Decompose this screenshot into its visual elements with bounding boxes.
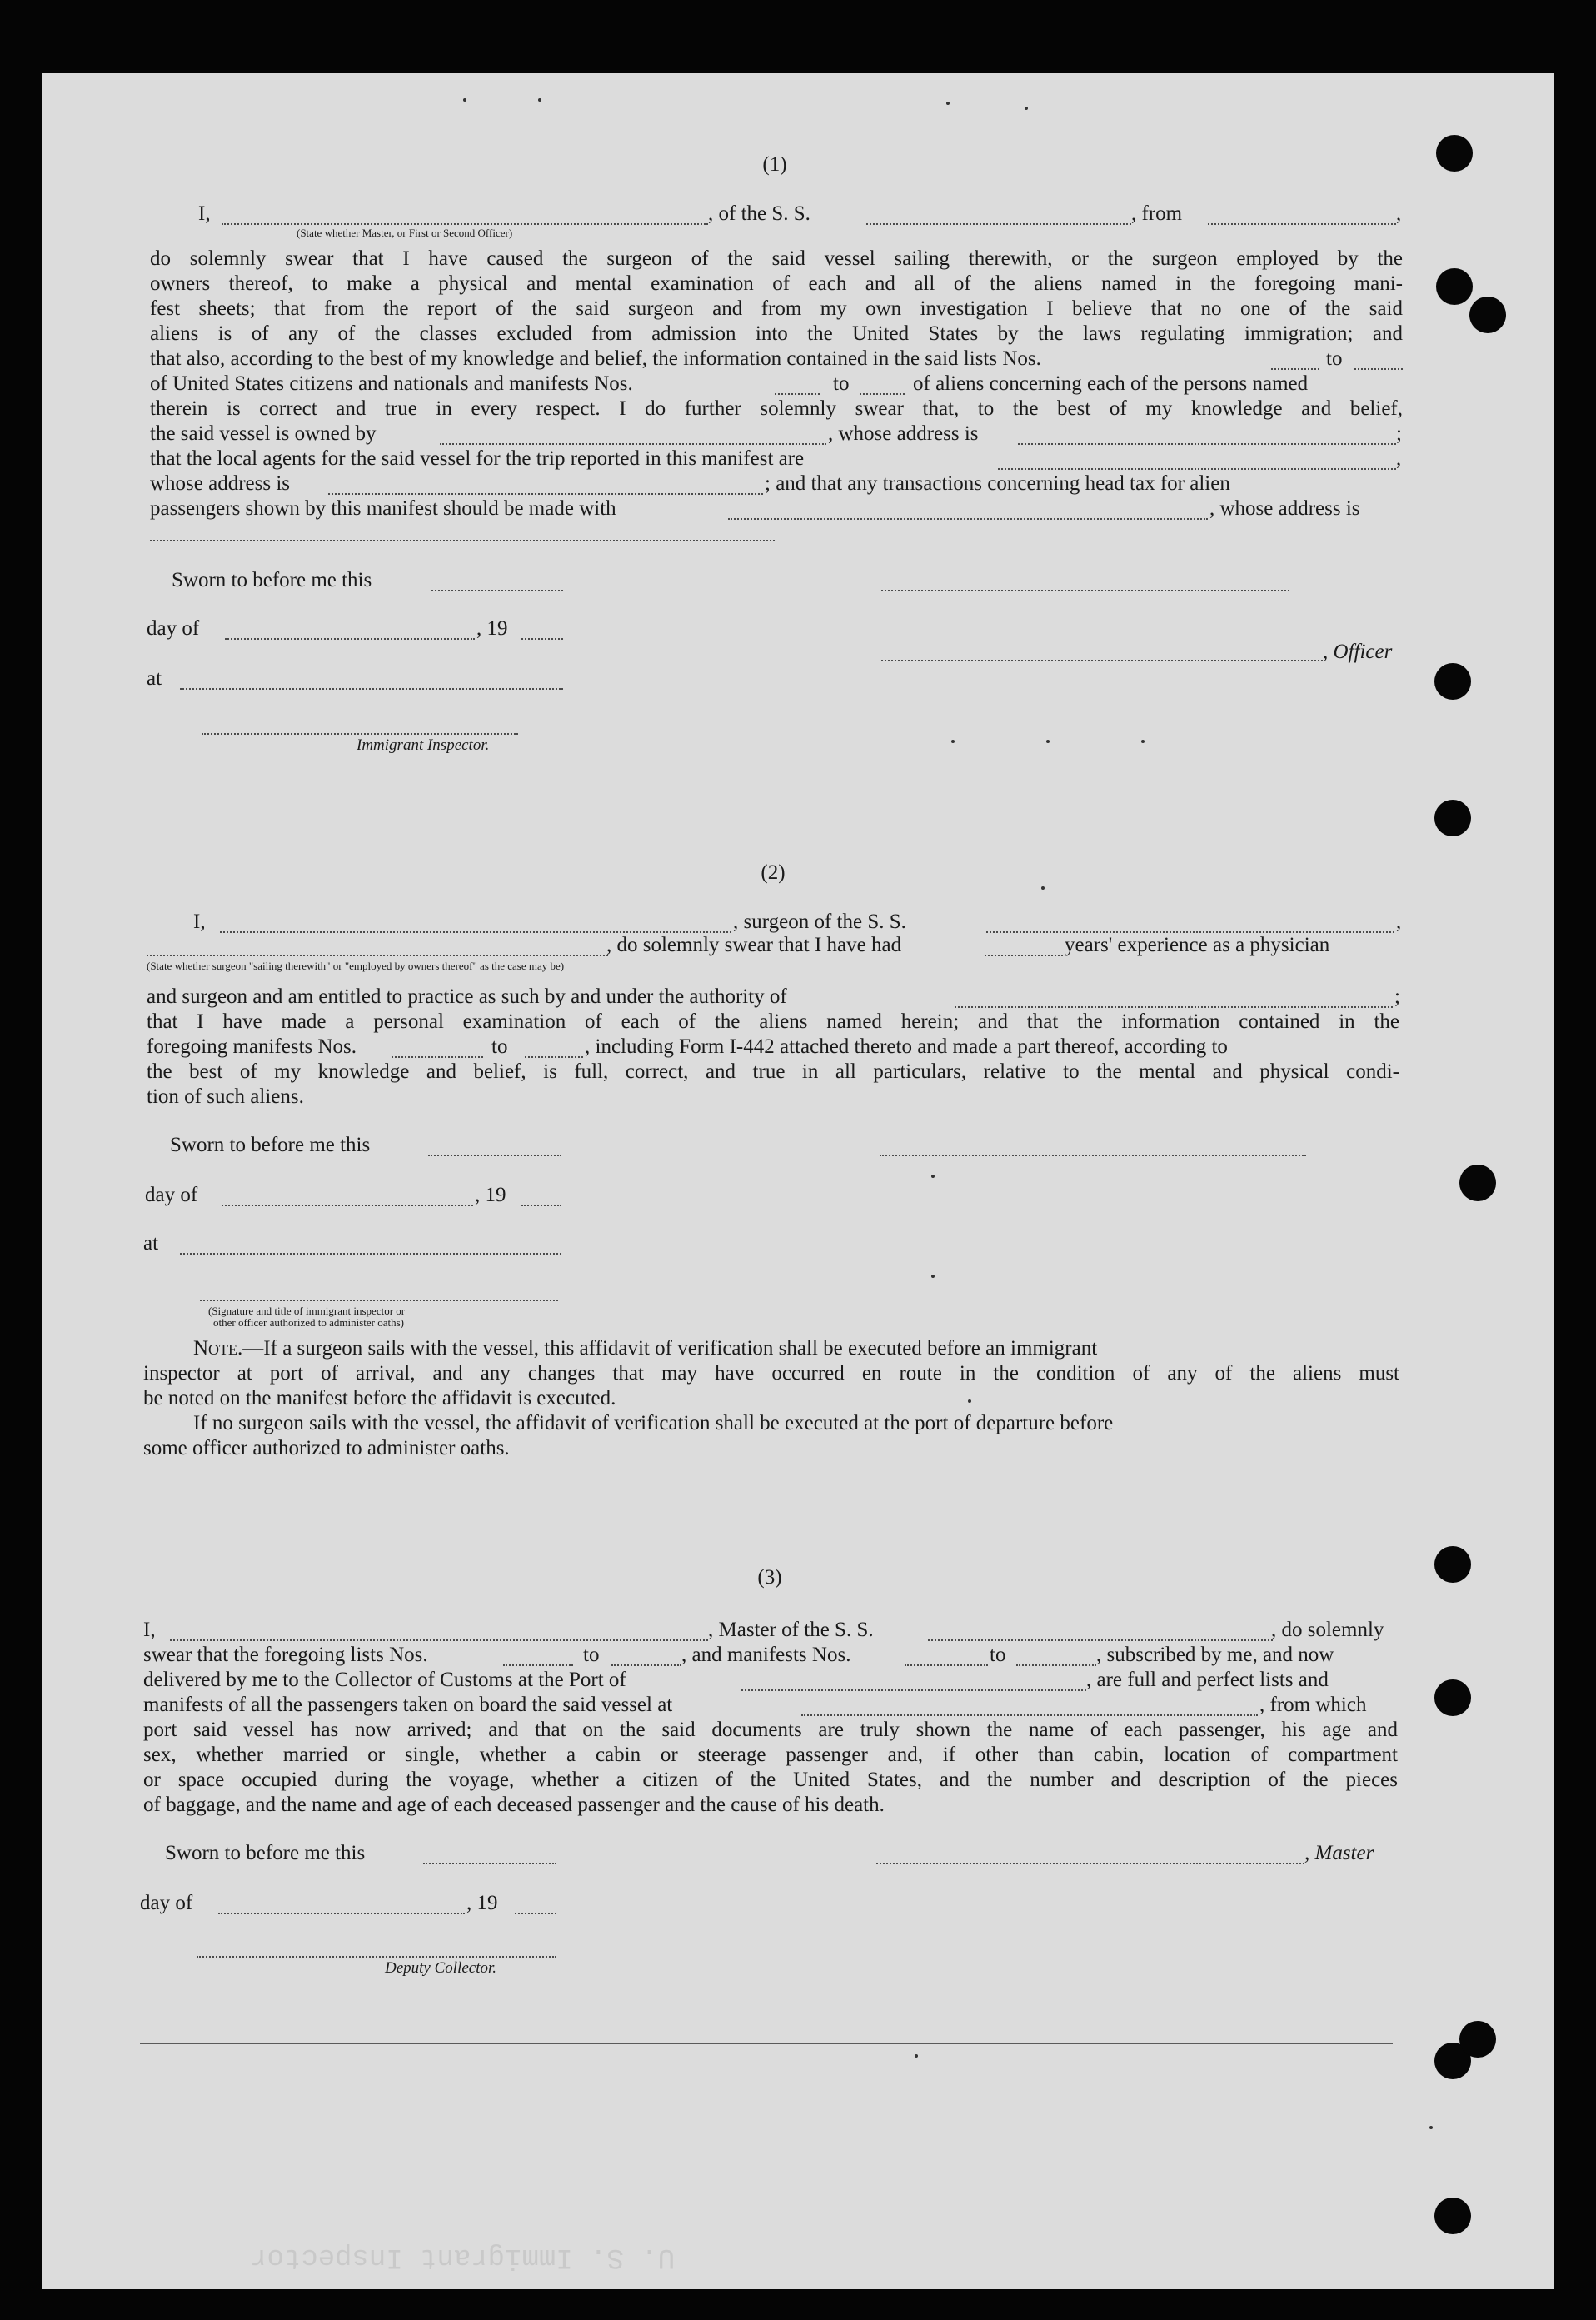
s3-manifests-label: , and manifests Nos. [681,1644,851,1666]
s1-sworn-day-blank[interactable] [431,590,563,591]
s3-master-label: , Master of the S. S. [708,1619,874,1641]
ghost-stamp-text: U. S. Immigrant Inspector [250,2241,676,2273]
surgeon-note: (State whether surgeon "sailing therewith" or "employed by owners thereof" as the case may be) [147,960,565,972]
s2-form-text: , including Form I-442 attached thereto and made a part thereof, according to [585,1035,1228,1058]
punch-hole [1434,663,1471,700]
departure-port-blank[interactable] [1208,223,1396,225]
s2-inspector-signature-blank[interactable] [200,1300,558,1301]
s2-sworn-day-blank[interactable] [428,1155,561,1156]
s3-solemnly-label: , do solemnly [1271,1619,1384,1641]
s2-para-line: the best of my knowledge and belief, is full, correct, and true in all particulars, relative to the mental and physical condi- [147,1060,1399,1083]
section-3-heading: (3) [757,1566,782,1589]
speck [1046,740,1050,743]
officer-signature-blank[interactable] [881,660,1323,661]
s3-to-label: to [990,1644,1006,1666]
note-line: —If a surgeon sails with the vessel, this affidavit of verification shall be executed before an immigrant [242,1337,1098,1360]
s1-lists-text: that also, according to the best of my knowledge and belief, the information contained in the said lists Nos. [150,347,1041,370]
lists-from-blank[interactable] [1271,368,1319,370]
s3-lists-to-blank[interactable] [611,1664,681,1666]
s3-dayof-label: day of [140,1892,193,1914]
s1-year-blank[interactable] [521,638,563,640]
lists-to-blank[interactable] [1354,368,1403,370]
inspector-label: Immigrant Inspector. [357,736,490,754]
speck [915,2054,918,2058]
s1-para-line: owners thereof, to make a physical and mental examination of each and all of the aliens named in the foregoing mani- [150,272,1403,295]
s3-sworn-day-blank[interactable] [423,1863,556,1864]
surgeon-status-blank[interactable] [147,955,608,956]
owner-address-blank[interactable] [1018,443,1396,445]
s1-agent-address-label: whose address is [150,472,291,495]
punch-hole [1434,1546,1471,1583]
punch-hole [1459,2021,1496,2058]
s1-comma: , [1396,202,1402,225]
speck [1025,107,1028,110]
speck [1429,2126,1433,2129]
s1-manifests-text: of United States citizens and nationals and manifests Nos. [150,372,633,395]
note-paragraph [193,1336,1097,1361]
s2-para-line: that I have made a personal examination of each of the aliens named herein; and that the information contained in the [147,1010,1399,1033]
s2-comma: , [1396,911,1402,933]
s1-comma: , [1396,447,1402,470]
s1-at-label: at [147,667,162,690]
inspector-signature-blank[interactable] [202,733,518,735]
s1-headtax-text: ; and that any transactions concerning head tax for alien [765,472,1230,495]
s2-solemnly-text: , do solemnly swear that I have had [606,934,902,956]
embarkation-port-blank[interactable] [801,1714,1258,1716]
s1-para-line: do solemnly swear that I have caused the surgeon of the said vessel sailing therewith, or the surgeon employed by the [150,247,1403,270]
s1-address-label: , whose address is [1209,497,1360,520]
s3-to-label: to [583,1644,600,1666]
s2-i-label: I, [193,911,206,933]
punch-hole [1459,1165,1496,1201]
s2-month-blank[interactable] [222,1205,473,1206]
s1-address-label: , whose address is [828,422,979,445]
headtax-address-blank[interactable] [150,540,775,541]
years-experience-blank[interactable] [985,955,1063,956]
speck [968,1399,971,1403]
punch-hole [1436,135,1473,172]
s1-para-line: fest sheets; that from the report of the said surgeon and from my own investigation I believe that no one of the said [150,297,1403,320]
s1-of-ss-label: , of the S. S. [708,202,810,225]
collector-label: Deputy Collector. [385,1959,497,1977]
s3-para-line: port said vessel has now arrived; and that on the said documents are truly shown the name of each passenger, his age and [143,1719,1398,1741]
s3-lists-from-blank[interactable] [503,1664,573,1666]
s1-semicolon: ; [1396,422,1402,445]
s2-to-label: to [491,1035,508,1058]
s1-to-label: to [833,372,850,395]
s2-signature-note: other officer authorized to administer oaths) [213,1316,404,1329]
s1-dayof-label: day of [147,617,200,640]
bottom-rule [140,2043,1393,2044]
speck [463,98,466,102]
s2-semicolon: ; [1394,985,1400,1008]
s3-para-line: sex, whether married or single, whether a cabin or steerage passenger and, if other than cabin, location of compartment [143,1744,1398,1766]
master-name-blank[interactable] [222,223,708,225]
manifests-to-blank[interactable] [860,393,905,395]
s1-passengers-text: passengers shown by this manifest should be made with [150,497,616,520]
s2-surgeon-label: , surgeon of the S. S. [733,911,906,933]
punch-hole [1469,297,1506,333]
note-line: be noted on the manifest before the affidavit is executed. [143,1387,616,1409]
s1-sworn-label: Sworn to before me this [172,569,372,591]
s2-at-label: at [143,1232,159,1255]
s2-para-line: tion of such aliens. [147,1085,304,1108]
s3-fromwhich-text: , from which [1259,1694,1367,1716]
agent-address-blank[interactable] [328,493,763,495]
agents-blank[interactable] [998,468,1396,470]
note-label: Note. [193,1337,243,1360]
note-line: If no surgeon sails with the vessel, the affidavit of verification shall be executed at the port of departure before [193,1412,1114,1434]
section-1-heading: (1) [762,153,787,176]
s3-subscribed-text: , subscribed by me, and now [1096,1644,1334,1666]
master-signature-blank[interactable] [876,1863,1304,1864]
s2-signature-note: (Signature and title of immigrant inspector or [208,1305,406,1317]
speck [1141,740,1145,743]
s3-perfect-text: , are full and perfect lists and [1086,1669,1329,1691]
vessel-name-blank[interactable] [866,223,1131,225]
s3-manifests-from-blank[interactable] [905,1664,988,1666]
s2-manifests-text: foregoing manifests Nos. [147,1035,357,1058]
s3-master-name-blank[interactable] [170,1639,708,1641]
headtax-party-blank[interactable] [728,518,1208,520]
s1-agents-text: that the local agents for the said vessel for the trip reported in this manifest are [150,447,805,470]
punch-hole [1434,800,1471,836]
s2-signature-blank[interactable] [880,1155,1306,1156]
s3-i-label: I, [143,1619,156,1641]
note-line: some officer authorized to administer oaths. [143,1437,510,1459]
authority-blank[interactable] [955,1006,1393,1008]
manifests-from-blank[interactable] [775,393,820,395]
note-line: inspector at port of arrival, and any changes that may have occurred en route in the condition of any of the aliens must [143,1362,1399,1385]
s1-para-line: therein is correct and true in every respect. I do further solemnly swear that, to the best of my knowledge and belief, [150,397,1403,420]
s1-place-blank[interactable] [180,688,563,690]
punch-hole [1436,268,1473,305]
s2-sworn-label: Sworn to before me this [170,1134,371,1156]
s3-manifests-text: manifests of all the passengers taken on board the said vessel at [143,1694,673,1716]
s3-year-label: , 19 [466,1892,498,1914]
officer-label: , Officer [1323,641,1393,663]
s2-year-label: , 19 [475,1184,506,1206]
s3-sworn-label: Sworn to before me this [165,1842,366,1864]
speck [946,102,950,105]
speck [538,98,541,102]
s2-years-text: years' experience as a physician [1065,934,1330,956]
s2-place-blank[interactable] [180,1253,561,1255]
s3-vessel-blank[interactable] [928,1639,1273,1641]
punch-hole [1434,2198,1471,2234]
speck [951,740,955,743]
owner-blank[interactable] [440,443,826,445]
s2-manifests-from-blank[interactable] [392,1056,483,1058]
s3-delivered-text: delivered by me to the Collector of Customs at the Port of [143,1669,626,1691]
s1-to-label: to [1326,347,1343,370]
section-2-heading: (2) [761,861,786,884]
s3-year-blank[interactable] [515,1913,556,1914]
s1-from-label: , from [1131,202,1183,225]
s2-manifests-to-blank[interactable] [525,1056,583,1058]
speck [1041,886,1045,890]
s1-para-line: aliens is of any of the classes excluded from admission into the United States by the laws regulating immigration; and [150,322,1403,345]
master-note: (State whether Master, or First or Second Officer) [297,227,513,239]
s1-owned-text: the said vessel is owned by [150,422,377,445]
collector-signature-blank[interactable] [197,1956,556,1958]
s1-officer-top-line[interactable] [881,590,1289,591]
s2-authority-text: and surgeon and am entitled to practice as such by and under the authority of [147,985,787,1008]
s3-lists-text: swear that the foregoing lists Nos. [143,1644,428,1666]
s1-year-label: , 19 [476,617,508,640]
s1-aliens-text: of aliens concerning each of the persons named [913,372,1309,395]
port-blank[interactable] [741,1689,1086,1691]
s2-dayof-label: day of [145,1184,198,1206]
s3-month-blank[interactable] [218,1913,465,1914]
s2-year-blank[interactable] [521,1205,561,1206]
s3-manifests-to-blank[interactable] [1016,1664,1096,1666]
speck [931,1275,935,1278]
speck [931,1175,935,1178]
s1-i-label: I, [198,202,211,225]
s3-para-line: of baggage, and the name and age of each deceased passenger and the cause of his death. [143,1794,885,1816]
master-label: , Master [1304,1842,1374,1864]
punch-hole [1434,1679,1471,1716]
s1-month-blank[interactable] [225,638,475,640]
s3-para-line: or space occupied during the voyage, whether a citizen of the United States, and the number and description of the pieces [143,1769,1398,1791]
